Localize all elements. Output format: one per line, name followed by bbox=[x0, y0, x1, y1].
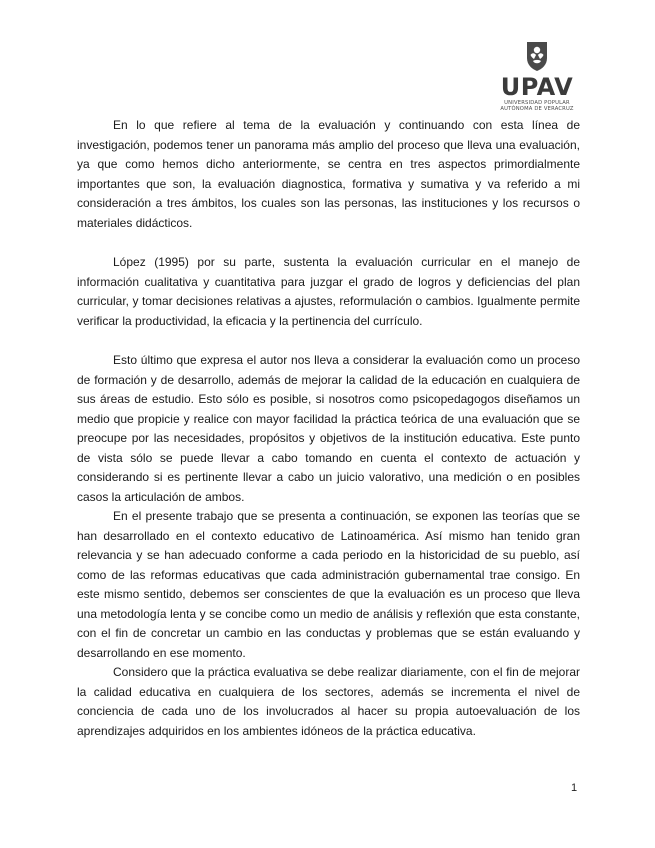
paragraph-5: Considero que la práctica evaluativa se debe realizar diariamente, con el fin de mejorar la calidad educativa en cualquiera de los sectores, además se incrementa el nivel de conciencia de cada uno de los involucrados al hacer su propia autoevaluación de los aprendizajes adquiridos en los ambientes idóneos de la práctica educativa. bbox=[77, 665, 580, 738]
upav-shield-emblem-icon bbox=[525, 40, 549, 72]
logo-name: UPAV bbox=[500, 73, 574, 101]
paragraph-2: López (1995) por su parte, sustenta la evaluación curricular en el manejo de información cualitativa y cuantitativa para juzgar el grado de logros y deficiencias del plan curricular, y tomar decisiones relativas a ajustes, reformulación o cambios. Igualmente permite verificar la productividad, la eficacia y la pertinencia del currículo. bbox=[77, 255, 580, 328]
paragraph-1: En lo que refiere al tema de la evaluación y continuando con esta línea de investigación, podemos tener un panorama más amplio del proceso que lleva una evaluación, ya que como hemos dicho anteriormente, se centra en tres aspectos primordialmente importantes que son, la evaluación diagnostica, formativa y sumativa y va referido a mi consideración a tres ámbitos, los cuales son las personas, las instituciones y los recursos o materiales didácticos. bbox=[77, 118, 580, 230]
page-number: 1 bbox=[571, 782, 578, 794]
document-body bbox=[77, 116, 580, 741]
paragraph-4: En el presente trabajo que se presenta a continuación, se exponen las teorías que se han desarrollado en el contexto educativo de Latinoamérica. Así mismo han tenido gran relevancia y se han adecuado conforme a cada periodo en la historicidad de su pueblo, así como de las reformas educativas que cada administración gubernamental trae consigo. En este mismo sentido, debemos ser conscientes de que la evaluación es un proceso que lleva una metodología lenta y se concibe como un medio de análisis y reflexión que esta constante, con el fin de concretar un cambio en las conductas y problemas que se están evaluando y desarrollando en ese momento. bbox=[77, 509, 580, 660]
paragraph-3: Esto último que expresa el autor nos lleva a considerar la evaluación como un proceso de formación y de desarrollo, además de mejorar la calidad de la educación en cualquiera de sus áreas de estudio. Esto sólo es posible, si nosotros como psicopedagogos diseñamos un medio que propicie y realice con mayor facilidad la práctica teórica de una evaluación que se preocupe por las necesidades, propósitos y objetivos de la institución educativa. Este punto de vista sólo se puede llevar a cabo tomando en cuenta el contexto de actuación y considerando si es pertinente llevar a cabo un juicio valorativo, una medición o en posibles casos la articulación de ambos. bbox=[77, 353, 580, 504]
upav-logo bbox=[496, 40, 578, 112]
logo-subtitle-line1: UNIVERSIDAD POPULAR bbox=[504, 100, 570, 106]
logo-subtitle-line2: AUTÓNOMA DE VERACRUZ bbox=[500, 106, 574, 113]
